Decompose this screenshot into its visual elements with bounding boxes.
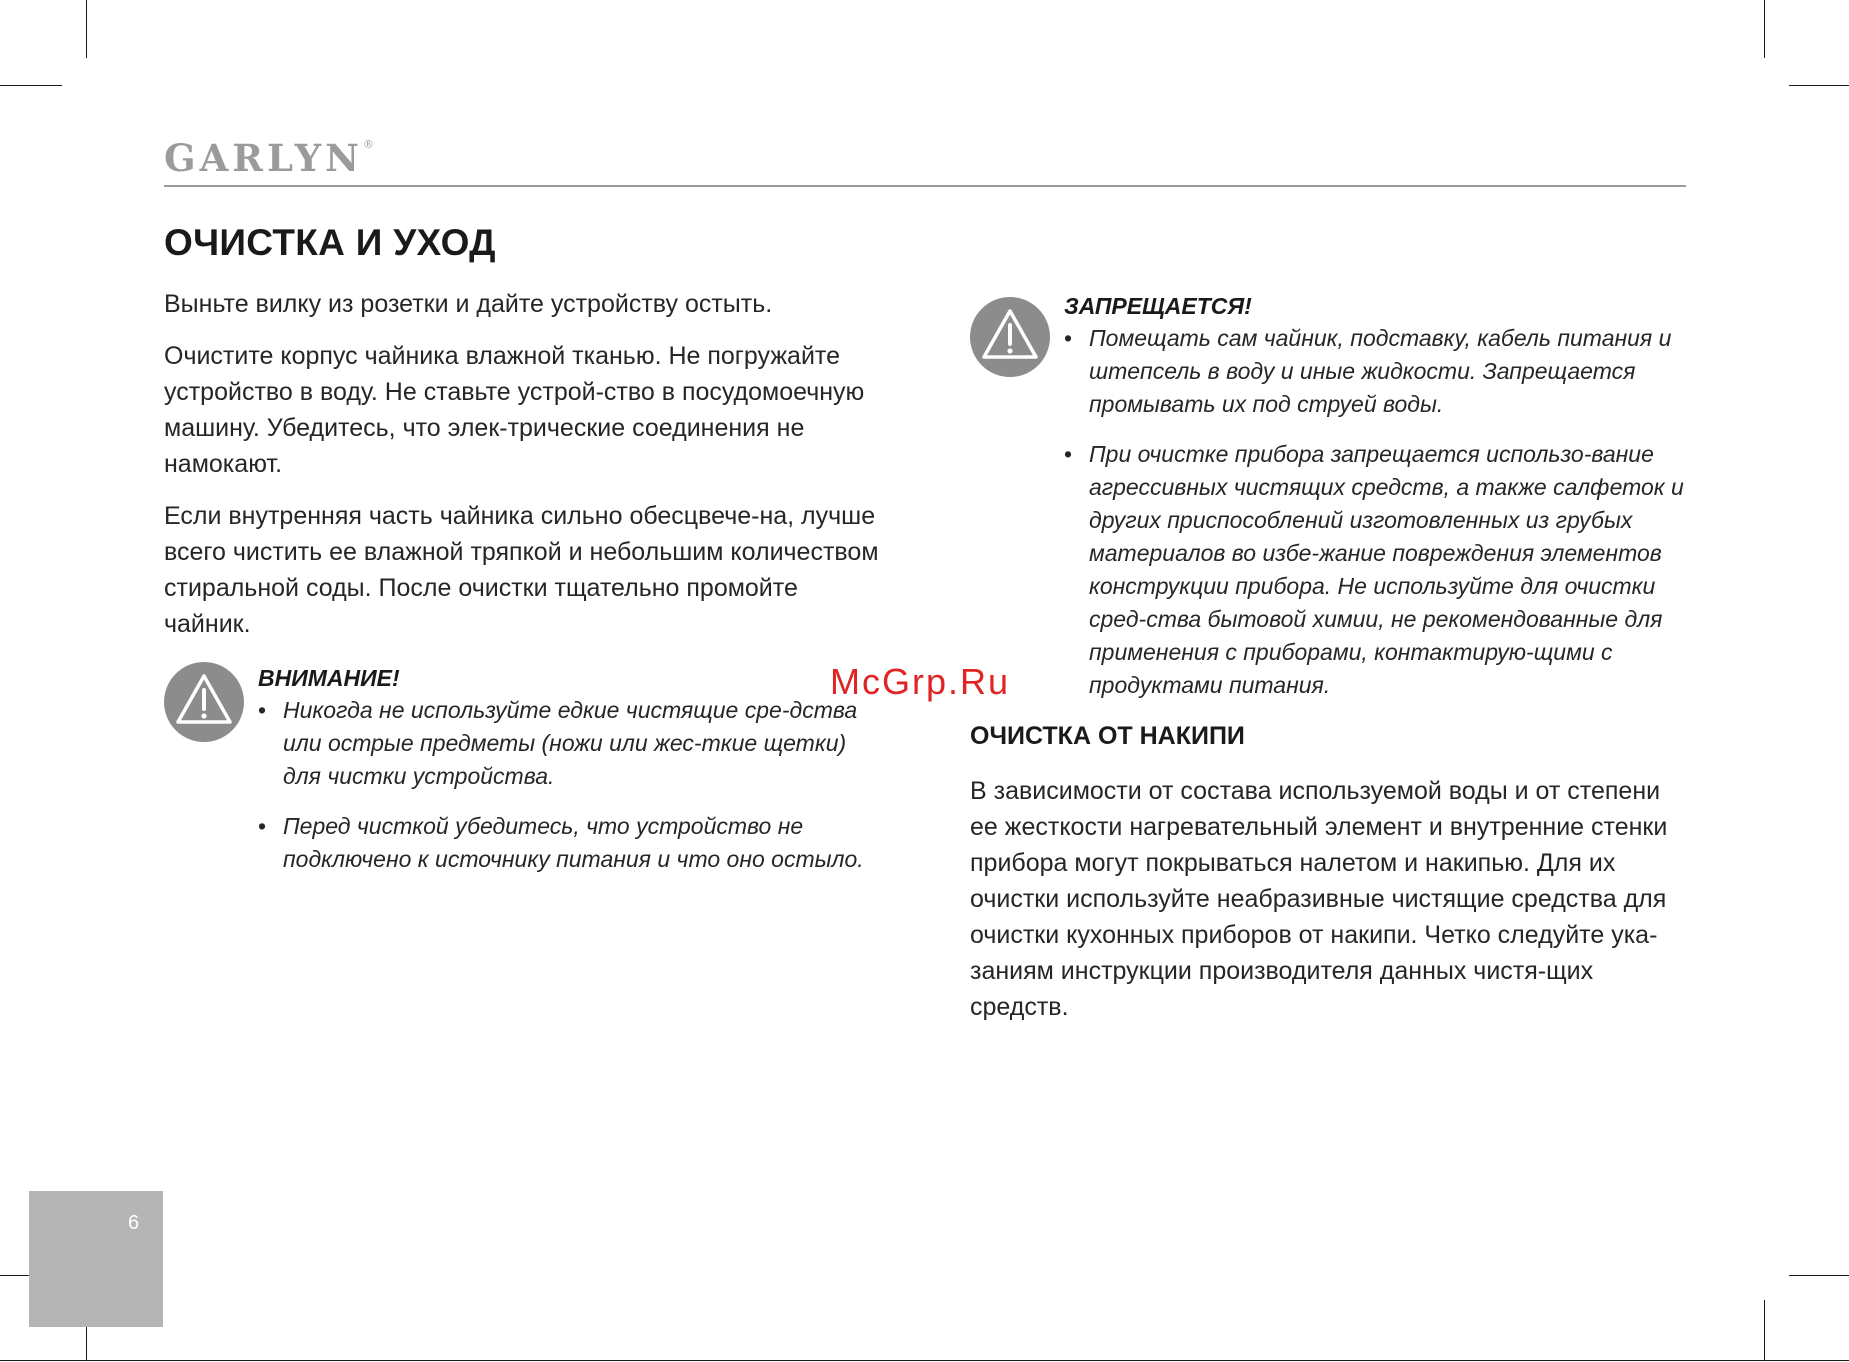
brand-logo xyxy=(164,136,374,180)
warning-list xyxy=(1064,322,1690,702)
crop-mark xyxy=(0,85,62,86)
paragraph-clean-body: Очистите корпус чайника влажной тканью. Не погружайте устройство в воду. Не ставьте устрой-ство в посудомоечную машину. Убедитесь, что элек-трические соединения не намокают. xyxy=(164,342,865,478)
page-number-box xyxy=(29,1191,163,1327)
right-column xyxy=(970,290,1690,1041)
crop-mark xyxy=(1789,1275,1849,1276)
warning-block-attention xyxy=(164,662,884,876)
header-rule xyxy=(164,185,1686,187)
descaling-section xyxy=(970,719,1690,1025)
registered-mark: ® xyxy=(362,138,374,151)
warning-item-text: Никогда не используйте едкие чистящие сре-дства или острые предметы (ножи или жес-ткие щетки) для чистки устройства. xyxy=(283,697,858,789)
bullet: • xyxy=(258,697,267,723)
bullet: • xyxy=(1064,325,1073,351)
paragraph-interior: Если внутренняя часть чайника сильно обесцвече-на, лучше всего чистить ее влажной тряпкой и небольшим количеством стиральной соды. После очистки тщательно промойте чайник. xyxy=(164,502,879,638)
warning-list xyxy=(258,694,884,876)
warning-item xyxy=(258,810,884,876)
paragraph-descaling: В зависимости от состава используемой воды и от степени ее жесткости нагревательный элемент и внутренние стенки прибора могут покрываться налетом и накипью. Для их очистки используйте неабразивные чистящие средства для очистки кухонных приборов от накипи. Четко следуйте ука-заниям инструкции производителя данных чистя-щих средств. xyxy=(970,777,1668,1021)
crop-mark xyxy=(1764,0,1765,58)
section-heading-descaling: ОЧИСТКА ОТ НАКИПИ xyxy=(970,722,1245,750)
warning-icon xyxy=(970,297,1050,377)
warning-heading: ВНИМАНИЕ! xyxy=(258,665,400,691)
brand-name: GARLYN xyxy=(164,136,363,180)
crop-mark xyxy=(1789,85,1849,86)
page-title: ОЧИСТКА И УХОД xyxy=(164,222,496,263)
left-column xyxy=(164,286,884,893)
crop-mark xyxy=(1764,1300,1765,1360)
warning-item-text: Перед чисткой убедитесь, что устройство не подключено к источнику питания и что оно остыло. xyxy=(283,813,864,872)
warning-heading: ЗАПРЕЩАЕТСЯ! xyxy=(1064,293,1252,319)
warning-item xyxy=(1064,438,1690,702)
paragraph-unplug: Выньте вилку из розетки и дайте устройству остыть. xyxy=(164,290,773,318)
crop-mark xyxy=(86,0,87,58)
bullet: • xyxy=(258,813,267,839)
page-number: 6 xyxy=(128,1212,140,1234)
bottom-edge-line xyxy=(0,1360,1849,1361)
warning-item xyxy=(258,694,884,793)
bullet: • xyxy=(1064,441,1073,467)
warning-block-prohibited xyxy=(970,290,1690,702)
warning-icon xyxy=(164,662,244,742)
warning-item-text: При очистке прибора запрещается использо-вание агрессивных чистящих средств, а также салфеток и других приспособлений изготовленных из грубых материалов во избе-жание повреждения элементов конструкции прибора. Не используйте для очистки сред-ства бытовой химии, не рекомендованные для применения с приборами, контактирую-щими с продуктами питания. xyxy=(1089,441,1684,698)
warning-item-text: Помещать сам чайник, подставку, кабель питания и штепсель в воду и иные жидкости. Запрещается промывать их под струей воды. xyxy=(1089,325,1672,417)
warning-item xyxy=(1064,322,1690,421)
watermark: McGrp.Ru xyxy=(830,661,1011,702)
